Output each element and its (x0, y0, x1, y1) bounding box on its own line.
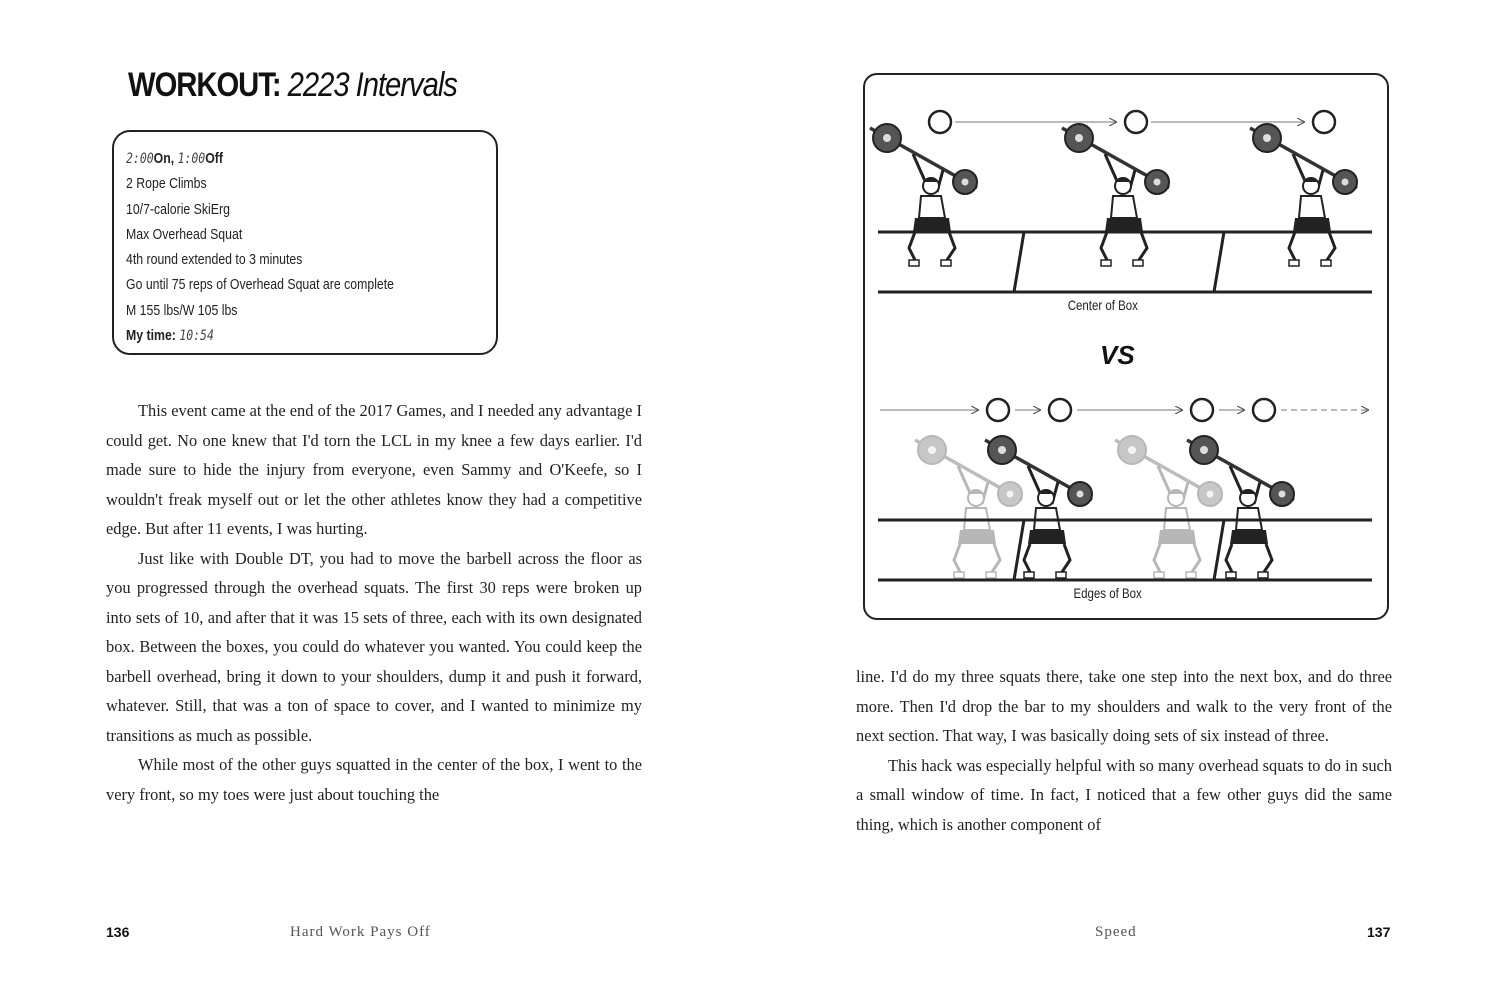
lifter-figure (870, 124, 977, 266)
caption-center-of-box: Center of Box (1067, 297, 1138, 313)
workout-line: 10/7-calorie SkiErg (126, 200, 230, 218)
box-divider (1014, 520, 1024, 580)
running-head-right: Speed (1095, 924, 1137, 940)
paragraph: This hack was especially helpful with so many overhead squats to do in such a small window of time. In fact, I noticed that a few other guys did the same thing, which is another component of (856, 755, 1392, 834)
workout-line: 4th round extended to 3 minutes (126, 251, 303, 269)
foot-position-marker (987, 399, 1009, 421)
running-head-left: Hard Work Pays Off (290, 924, 431, 940)
workout-on-time: 2:00 (126, 151, 154, 167)
foot-position-marker (1253, 399, 1275, 421)
workout-off-time: 1:00 (177, 151, 206, 167)
box-divider (1214, 520, 1224, 580)
my-time-value: 10:54 (179, 328, 214, 345)
paragraph: This event came at the end of the 2017 Games, and I needed any advantage I could get. No one knew that I'd torn the LCL in my knee a few days earlier. I'd made sure to hide the injury from everyone, even Sammy and O'Keefe, so I wouldn't freak myself out or let the other athletes know they had a competitive edge. But after 11 events, I was hurting. (106, 401, 642, 538)
workout-line: M 155 lbs/W 105 lbs (126, 301, 238, 319)
paragraph: While most of the other guys squatted in the center of the box, I went to the very front, so my toes were just about touching the (106, 755, 642, 804)
foot-position-marker (1049, 399, 1071, 421)
workout-off-label: Off (205, 150, 223, 167)
page-number-right: 137 (1367, 924, 1391, 940)
workout-on-label: On, (153, 150, 178, 167)
workout-line: 2 Rope Climbs (126, 175, 207, 193)
my-time-label: My time: (126, 327, 180, 345)
workout-title-name: 2223 Intervals (287, 66, 457, 104)
foot-position-marker (929, 111, 951, 133)
workout-line: Max Overhead Squat (126, 225, 243, 243)
center-of-box-diagram (870, 111, 1372, 292)
workout-title-prefix: WORKOUT: (128, 66, 288, 104)
lifter-figure (1250, 124, 1357, 266)
paragraph: Just like with Double DT, you had to move the barbell across the floor as you progressed through the overhead squats. The first 30 reps were broken up into sets of 10, and after that it was 15 sets of three, each with its own designated box. Between the boxes, you could do whatever you wanted. You could keep the barbell overhead, bring it down to your shoulders, dump it and push it forward, whatever. Still, that was a ton of space to cover, and I wanted to minimize my transitions as much as possible. (106, 548, 642, 745)
foot-position-marker (1125, 111, 1147, 133)
edges-of-box-diagram (878, 399, 1372, 580)
box-divider (1014, 232, 1024, 292)
workout-line: Go until 75 reps of Overhead Squat are complete (126, 276, 395, 294)
lifter-figure (1187, 436, 1294, 578)
caption-edges-of-box: Edges of Box (1073, 585, 1142, 601)
paragraph: line. I'd do my three squats there, take one step into the next box, and do three more. Then I'd drop the bar to my shoulders and walk to the very front of the next section. That way, I was basically doing sets of six instead of three. (856, 667, 1392, 745)
right-body-text (856, 662, 1392, 839)
foot-position-marker (1191, 399, 1213, 421)
foot-position-marker (1313, 111, 1335, 133)
lifter-figure (1062, 124, 1169, 266)
box-divider (1214, 232, 1224, 292)
page-number-left: 136 (106, 924, 130, 940)
vs-label: VS (1100, 340, 1135, 370)
lifter-figure (985, 436, 1092, 578)
